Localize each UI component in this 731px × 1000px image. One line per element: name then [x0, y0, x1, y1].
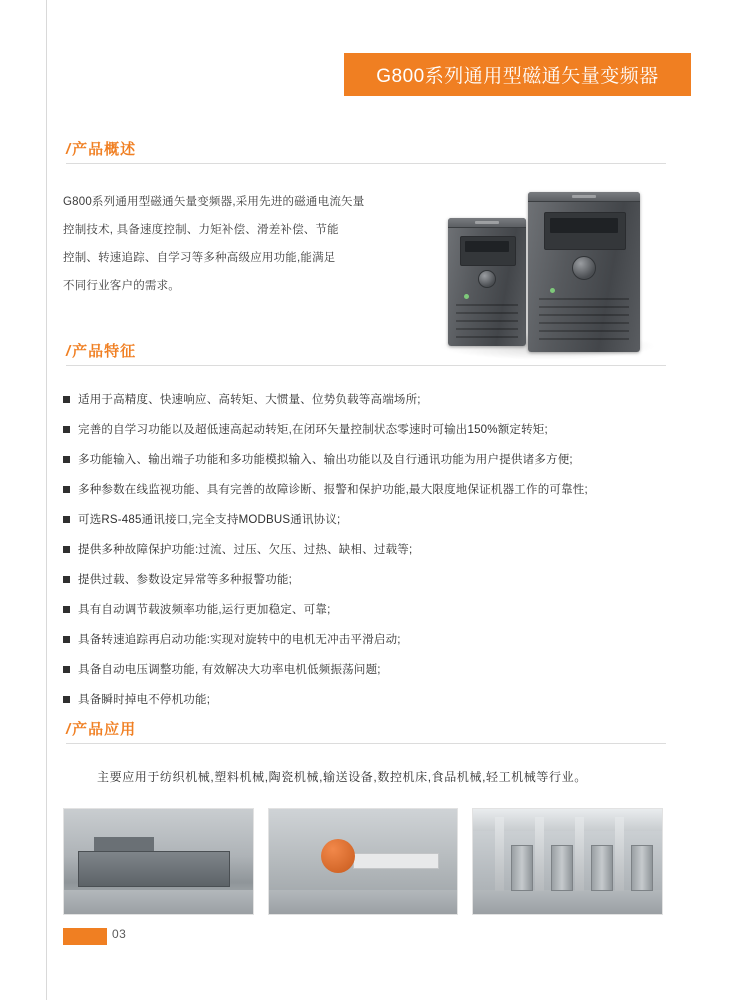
feature-text: 适用于高精度、快速响应、高转矩、大惯量、位势负载等高端场所;: [78, 394, 421, 406]
list-item: [63, 542, 683, 558]
feature-text: 可选RS-485通讯接口,完全支持MODBUS通讯协议;: [78, 514, 341, 526]
list-item: [63, 692, 683, 708]
vent-line: [539, 306, 629, 308]
list-item: [63, 452, 683, 468]
vent-line: [456, 304, 518, 306]
feature-text: 具备自动电压调整功能, 有效解决大功率电机低频振荡问题;: [78, 664, 381, 676]
list-item: [63, 512, 683, 528]
square-bullet-icon: [63, 546, 70, 553]
photo-pillar: [615, 817, 624, 891]
vent-line: [539, 330, 629, 332]
vent-line: [539, 314, 629, 316]
feature-text: 具有自动调节载波频率功能,运行更加稳定、可靠;: [78, 604, 331, 616]
photo-tank: [631, 845, 653, 891]
list-item: [63, 572, 683, 588]
slash-mark: /: [66, 343, 71, 360]
inverter-unit-large: [528, 192, 640, 352]
photo-blower: [321, 839, 355, 873]
application-image-gallery: [63, 808, 663, 913]
overview-line-4: 不同行业客户的需求。: [63, 280, 180, 292]
control-knob: [478, 270, 496, 288]
brand-logo: [475, 221, 499, 224]
list-item: [63, 392, 683, 408]
vent-line: [456, 336, 518, 338]
display-screen: [465, 241, 509, 252]
status-led-icon: [550, 288, 555, 293]
photo-pillar: [535, 817, 544, 891]
status-led-icon: [464, 294, 469, 299]
section-heading-features: [66, 340, 666, 368]
list-item: [63, 632, 683, 648]
left-vertical-rule: [46, 0, 47, 1000]
feature-text: 提供过载、参数设定异常等多种报警功能;: [78, 574, 292, 586]
top-strip: [528, 192, 640, 202]
feature-text: 多种参数在线监视功能、具有完善的故障诊断、报警和保护功能,最大限度地保证机器工作的可靠性;: [78, 484, 588, 496]
top-strip: [448, 218, 526, 228]
square-bullet-icon: [63, 696, 70, 703]
square-bullet-icon: [63, 486, 70, 493]
photo-floor: [473, 890, 662, 914]
feature-text: 具备瞬时掉电不停机功能;: [78, 694, 211, 706]
photo-tank: [551, 845, 573, 891]
overview-paragraph: [63, 188, 423, 300]
photo-duct: [353, 853, 439, 869]
section-label-applications: 产品应用: [72, 721, 137, 738]
control-knob: [572, 256, 596, 280]
feature-text: 提供多种故障保护功能:过流、过压、欠压、过热、缺相、过载等;: [78, 544, 413, 556]
photo-tank: [511, 845, 533, 891]
application-photo-extrusion-line: [63, 808, 254, 915]
square-bullet-icon: [63, 606, 70, 613]
photo-floor: [64, 890, 253, 914]
square-bullet-icon: [63, 666, 70, 673]
square-bullet-icon: [63, 636, 70, 643]
feature-list: [63, 392, 683, 722]
list-item: [63, 482, 683, 498]
page-title: G800系列通用型磁通矢量变频器: [376, 66, 659, 87]
inverter-unit-small: [448, 218, 526, 346]
section-label-overview: 产品概述: [72, 141, 137, 158]
section-heading-applications: [66, 718, 666, 746]
slash-mark: /: [66, 721, 71, 738]
feature-text: 具备转速追踪再启动功能:实现对旋转中的电机无冲击平滑启动;: [78, 634, 401, 646]
square-bullet-icon: [63, 576, 70, 583]
section-label-features: 产品特征: [72, 343, 137, 360]
brand-logo: [572, 195, 596, 198]
square-bullet-icon: [63, 456, 70, 463]
vent-line: [456, 328, 518, 330]
feature-text: 完善的自学习功能以及超低速高起动转矩,在闭环矢量控制状态零速时可输出150%额定转矩;: [78, 424, 548, 436]
page-number: 03: [112, 927, 127, 941]
square-bullet-icon: [63, 396, 70, 403]
square-bullet-icon: [63, 516, 70, 523]
vent-line: [456, 320, 518, 322]
list-item: [63, 662, 683, 678]
photo-pillar: [495, 817, 504, 891]
list-item: [63, 602, 683, 618]
application-photo-workshop: [472, 808, 663, 915]
overview-line-1: G800系列通用型磁通矢量变频器,采用先进的磁通电流矢量: [63, 196, 365, 208]
section-divider: [66, 743, 666, 744]
application-photo-blower-conveyor: [268, 808, 459, 915]
section-divider: [66, 163, 666, 164]
overview-line-2: 控制技术, 具备速度控制、力矩补偿、滑差补偿、节能: [63, 224, 339, 236]
vent-line: [539, 322, 629, 324]
footer-accent-tab: [63, 928, 107, 945]
list-item: [63, 422, 683, 438]
applications-text: 主要应用于纺织机械,塑料机械,陶瓷机械,输送设备,数控机床,食品机械,轻工机械等行业。: [97, 770, 587, 784]
overview-line-3: 控制、转速追踪、自学习等多种高级应用功能,能满足: [63, 252, 336, 264]
photo-tank: [591, 845, 613, 891]
header-banner: [344, 53, 691, 96]
slash-mark: /: [66, 141, 71, 158]
vent-line: [539, 298, 629, 300]
square-bullet-icon: [63, 426, 70, 433]
feature-text: 多功能输入、输出端子功能和多功能模拟输入、输出功能以及自行通讯功能为用户提供诸多方便;: [78, 454, 573, 466]
display-screen: [550, 218, 618, 233]
section-heading-overview: [66, 138, 666, 166]
photo-machine-body: [78, 851, 230, 887]
photo-floor: [269, 890, 458, 914]
section-divider: [66, 365, 666, 366]
vent-line: [456, 312, 518, 314]
photo-pillar: [575, 817, 584, 891]
